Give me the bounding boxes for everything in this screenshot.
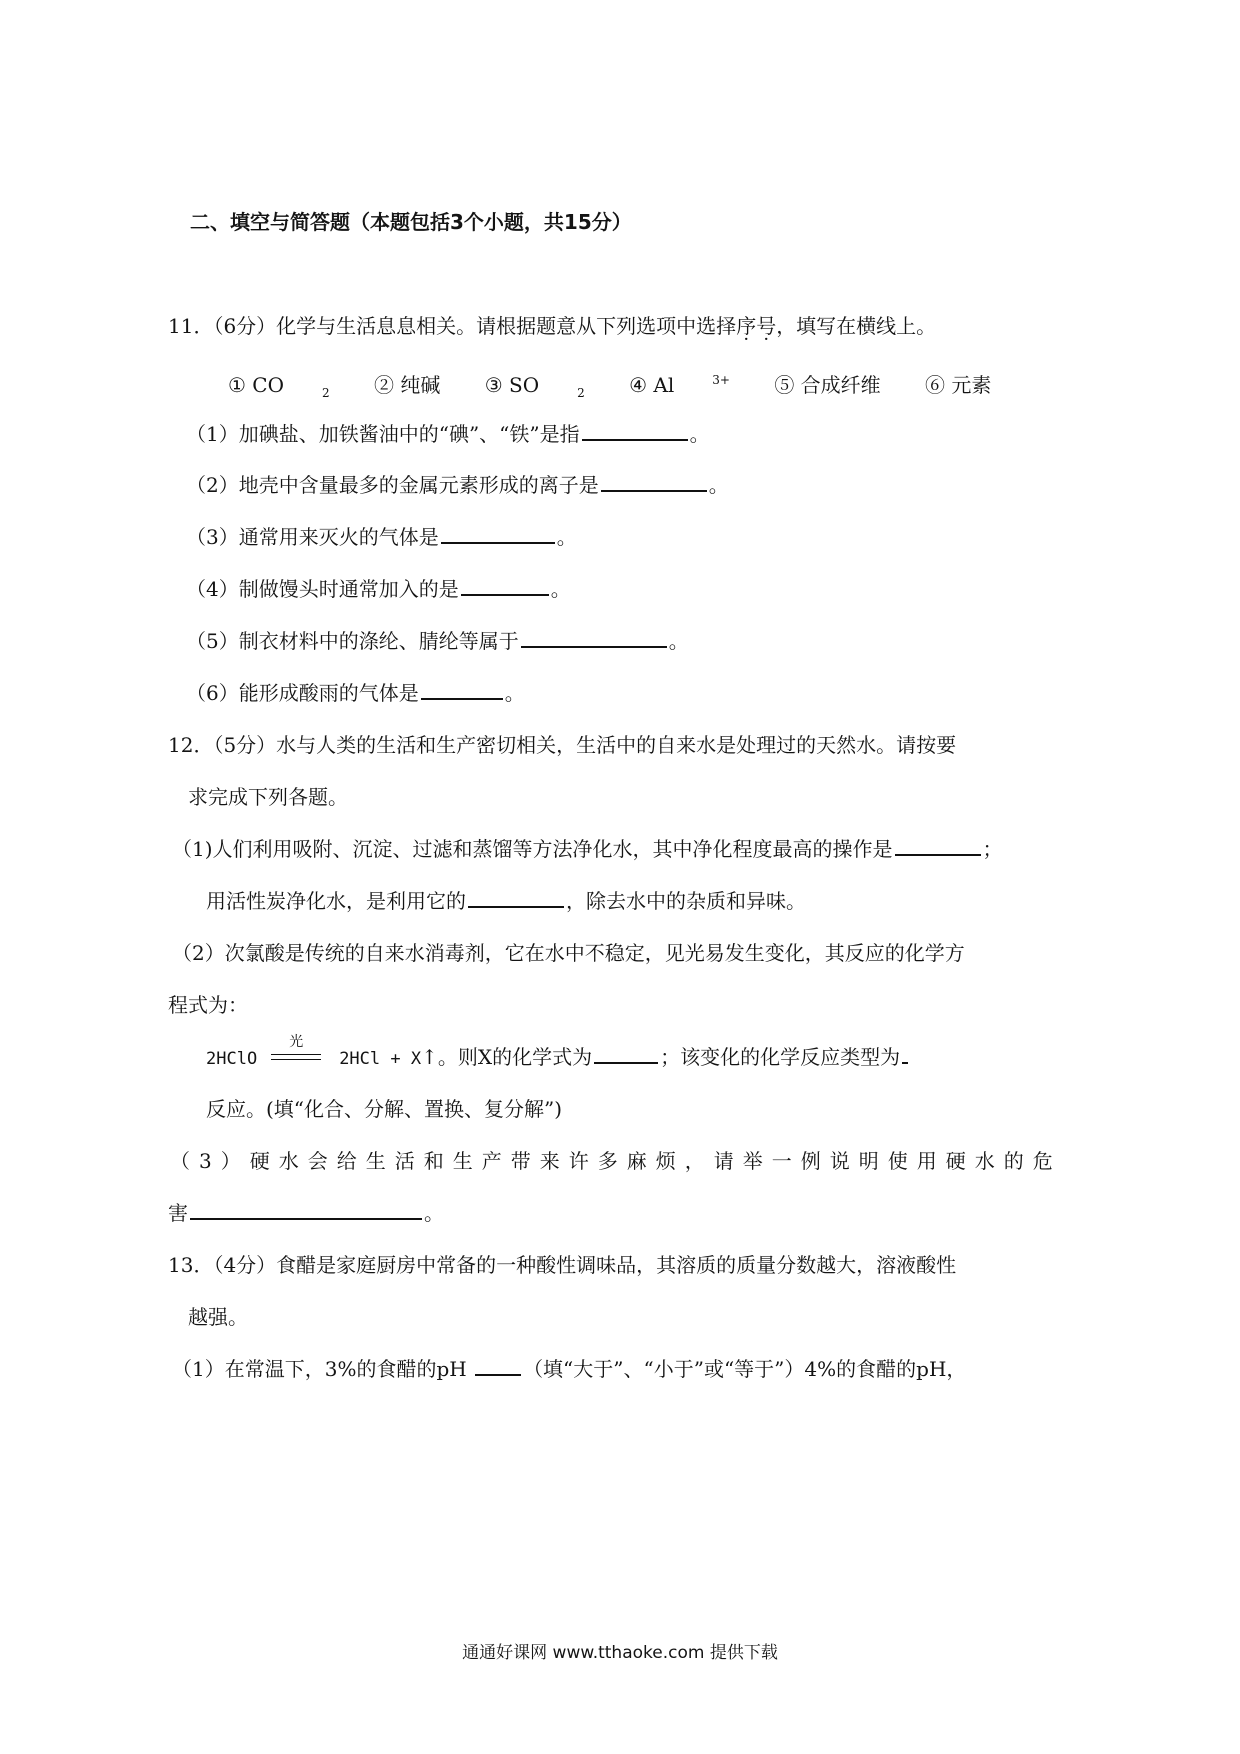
answer-blank[interactable] bbox=[594, 1044, 658, 1064]
q13-part-1: （1）在常温下，3%的食醋的pH （填“大于”、“小于”或“等于”）4%的食醋的pH， bbox=[172, 1357, 967, 1381]
q11-options bbox=[228, 366, 1029, 407]
q12-stem: 12．（5分）水与人类的生活和生产密切相关，生活中的自来水是处理过的天然水。请按要 bbox=[168, 733, 957, 757]
answer-blank[interactable] bbox=[582, 421, 688, 441]
section-title: 二、填空与简答题（本题包括3个小题，共15分） bbox=[190, 210, 632, 234]
q12-part-1: （1)人们利用吸附、沉淀、过滤和蒸馏等方法净化水，其中净化程度最高的操作是 ； bbox=[172, 837, 1003, 861]
q11-item-1: （1）加碘盐、加铁酱油中的“碘”、“铁”是指 。 bbox=[186, 422, 710, 446]
option-4: ④ Al $^{3+}$ bbox=[629, 372, 730, 397]
up-arrow-icon: ↑ bbox=[421, 1045, 438, 1069]
answer-blank[interactable] bbox=[521, 628, 667, 648]
answer-blank[interactable] bbox=[601, 472, 707, 492]
q12-part-3: （3）硬水会给生活和生产带来许多麻烦，请举一例说明使用硬水的危 bbox=[170, 1149, 1062, 1173]
chemical-equation: 2HClO 光 2HCl + X↑。则X的化学式为 ；该变化的化学反应类型为 bbox=[206, 1043, 910, 1073]
q12-part-3-cont: 害 。 bbox=[168, 1201, 444, 1225]
footer: 通通好课网 www.tthaoke.com 提供下载 bbox=[462, 1643, 778, 1663]
option-6: ⑥ 元素 bbox=[925, 372, 992, 397]
q11-item-4: （4）制做馒头时通常加入的是 。 bbox=[186, 577, 571, 601]
answer-blank[interactable] bbox=[475, 1356, 521, 1376]
answer-blank[interactable] bbox=[468, 888, 564, 908]
answer-blank[interactable] bbox=[895, 836, 981, 856]
q11-item-5: （5）制衣材料中的涤纶、腈纶等属于 。 bbox=[186, 629, 689, 653]
q11-stem: 11．（6分）化学与生活息息相关。请根据题意从下列选项中选择序号，填写在横线上。 bbox=[168, 314, 937, 338]
equals-sign: 光 bbox=[271, 1052, 321, 1066]
answer-blank[interactable] bbox=[441, 524, 555, 544]
option-3: ③ SO $_2$ bbox=[484, 372, 585, 400]
option-2: ② 纯碱 bbox=[374, 372, 441, 397]
q11-item-2: （2）地壳中含量最多的金属元素形成的离子是 。 bbox=[186, 473, 729, 497]
answer-blank[interactable] bbox=[421, 680, 503, 700]
q12-part-2: （2）次氯酸是传统的自来水消毒剂，它在水中不稳定，见光易发生变化，其反应的化学方 bbox=[172, 941, 965, 965]
answer-blank[interactable] bbox=[461, 576, 549, 596]
q12-part-2-cont: 程式为： bbox=[168, 993, 248, 1017]
q13-stem: 13．（4分）食醋是家庭厨房中常备的一种酸性调味品，其溶质的质量分数越大，溶液酸性 bbox=[168, 1253, 957, 1277]
option-5: ⑤ 合成纤维 bbox=[774, 372, 881, 397]
q13-stem-cont: 越强。 bbox=[188, 1305, 248, 1329]
option-1: ① CO $_2$ bbox=[228, 372, 330, 400]
q12-part-1-cont: 用活性炭净化水，是利用它的 ，除去水中的杂质和异味。 bbox=[206, 889, 806, 913]
answer-blank[interactable] bbox=[902, 1044, 908, 1064]
q11-item-6: （6）能形成酸雨的气体是 。 bbox=[186, 681, 525, 705]
q11-item-3: （3）通常用来灭火的气体是 。 bbox=[186, 525, 577, 549]
q12-stem-cont: 求完成下列各题。 bbox=[188, 785, 348, 809]
q12-part-2-note: 反应。(填“化合、分解、置换、复分解”) bbox=[206, 1097, 563, 1121]
answer-blank[interactable] bbox=[190, 1200, 422, 1220]
